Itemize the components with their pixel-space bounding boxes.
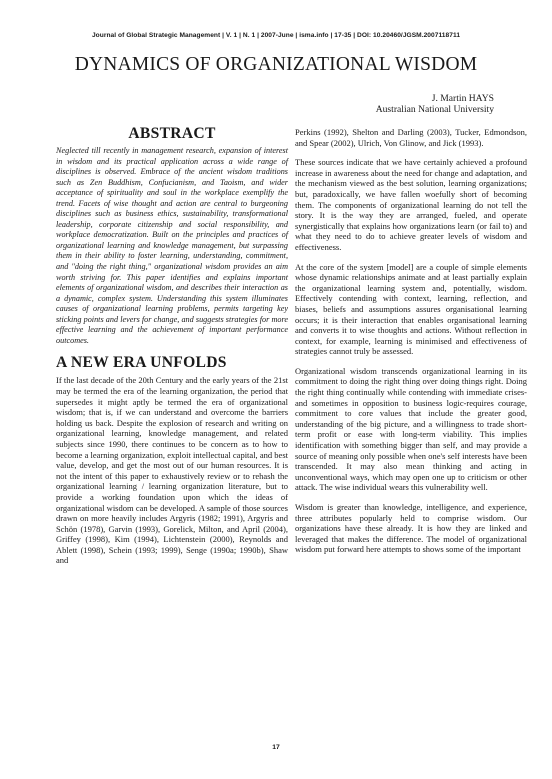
- body-paragraph: These sources indicate that we have certainly achieved a profound increase in awareness about the need for change and adaptation, and the mechanism viewed as the best solution, learning organizations; but, paradoxically, we have fallen woefully short of becoming them. The components of organizational learning do not tell the story. It is the way they are arranged, fueled, and operate synergistically that explains how organizations learn (or fail to) and what they need to do to achieve greater levels of wisdom and effectiveness.: [295, 157, 527, 252]
- left-column: [56, 125, 288, 575]
- journal-header: Journal of Global Strategic Management | V. 1 | N. 1 | 2007-June | isma.info | 17-35 | DOI: 10.20460/JGSM.2007118711: [91, 32, 461, 39]
- body-paragraph: Wisdom is greater than knowledge, intelligence, and experience, three attributes popularly held to comprise wisdom. Our organizations have these already. It is how they are linked and leveraged that makes the difference. The model of organizational wisdom put forward here attempts to shows some of the important: [295, 502, 527, 555]
- author-affiliation: Australian National University: [375, 104, 494, 115]
- paper-title: DYNAMICS OF ORGANIZATIONAL WISDOM: [74, 54, 478, 75]
- right-column: [295, 127, 527, 564]
- section-heading: A NEW ERA UNFOLDS: [56, 354, 227, 372]
- page-number: 17: [272, 744, 280, 751]
- section-new-era: [56, 354, 288, 566]
- abstract-heading: ABSTRACT: [128, 125, 216, 142]
- body-paragraph: Organizational wisdom transcends organizational learning in its commitment to doing the right thing over doing things right. Doing the right thing continually while contending with immediate crises-and sometimes in opposition to business logic-requires courage, commitment to core values that include the greater good, understanding of the big picture, and a willingness to trade short-term profit or ease with long-term viability. This implies identification with something bigger than self, and may provide a source of meaning only possible when one's self interests have been transcended. It may also mean thinking and acting in unconventional ways, which may open one up to criticism or other attack. The wise individual wears this vulnerability well.: [295, 365, 527, 493]
- abstract-text: Neglected till recently in management research, expansion of interest in wisdom and its practical application across a wide range of disciplines is observed. Embrace of the ancient wisdom traditions such as Zen Buddhism, Confucianism, and Taoism, and wider acceptance of spirituality and soul in the workplace exemplify the trend. Facets of wise thought and action are central to burgeoning disciplines such as business ethics, sustainability, transformational leadership, corporate citizenship and social responsibility, and workplace democratization. Built on the principles and practices of organizational learning and knowledge management, but surpassing them in their ability to foster learning, understanding, commitment, and "doing the right thing," organizational wisdom provides an aim worth striving for. This paper identifies and explains important elements of organizational wisdom, and describes their interaction as a dynamic, complex system. Understanding this system illuminates causes of organizational learning problems, permits targeting key sticking points and levers for change, and suggests strategies for more effective learning and the achievement of important performance outcomes.: [56, 146, 288, 345]
- body-paragraph: Perkins (1992), Shelton and Darling (2003), Tucker, Edmondson, and Spear (2002), Ulrich, Von Glinow, and Jick (1993).: [295, 127, 527, 148]
- section-paragraph: If the last decade of the 20th Century and the early years of the 21st may be termed the era of the learning organization, the period that supersedes it might aptly be termed the era of organizational wisdom; that is, if we can understand and overcome the barriers holding us back. Despite the explosion of research and writing on organizational learning, knowledge management, and related subjects since 1990, there continues to be concern as to how to become a learning organization, exploit intellectual capital, and best value, develop, and get the most out of our human resources. It is not the intent of this paper to exhaustively review or to rehash the organizational learning / learning organization literature, but to provide a working foundation upon which the ideas of organizational wisdom can be developed. A sample of those sources drawn on more heavily includes Argyris (1982; 1991), Argyris and Schön (1978), Garvin (1993), Gorelick, Milton, and April (2004), Griffey (1998), Kim (1994), Lichtenstein (2000), Reynolds and Ablett (1998), Schein (1993; 1999), Senge (1990a; 1990b), Shaw and: [56, 375, 288, 566]
- author-name: J. Martin HAYS: [431, 93, 494, 104]
- author-block: [376, 93, 494, 115]
- body-paragraph: At the core of the system [model] are a couple of simple elements whose dynamic relationships animate and at least partially explain the organizational learning system and, potentially, wisdom. Effectively contending with context, learning, reflection, and biases, beliefs and assumptions assures organisational learning occurs; it is their interaction that enables organisational learning and converts it to wise thoughts and actions. Without reflection in context, for example, learning is minimised and effectiveness of strategies cannot truly be assessed.: [295, 261, 527, 357]
